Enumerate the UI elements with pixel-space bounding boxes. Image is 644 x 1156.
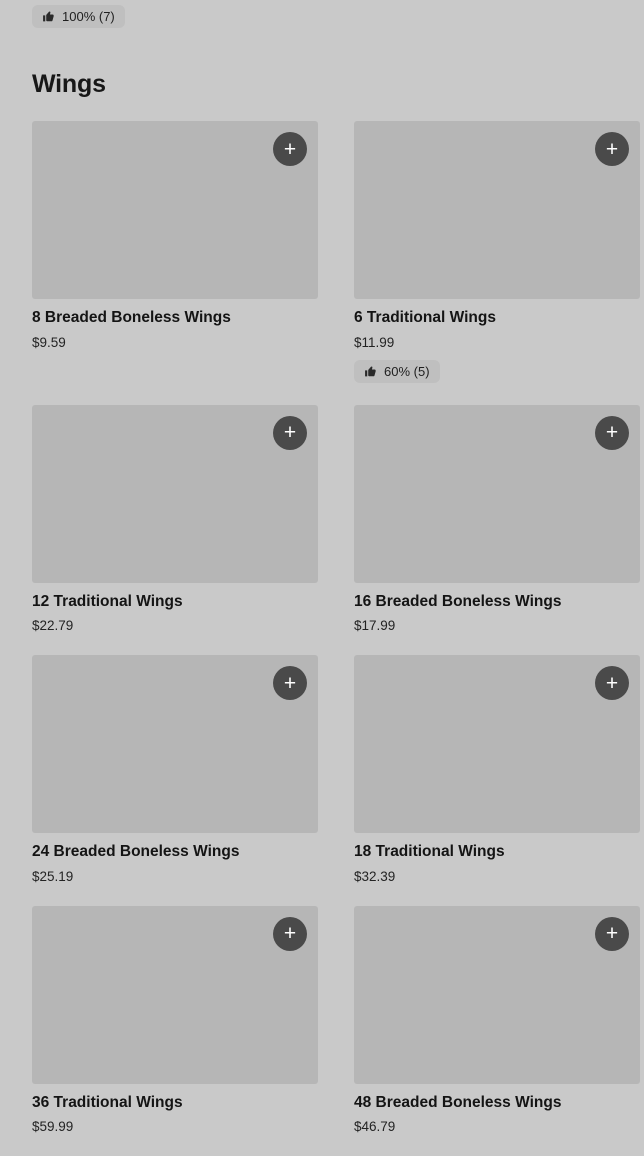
menu-item-card[interactable] [32, 405, 318, 634]
menu-item-name: 18 Traditional Wings [354, 843, 505, 861]
add-to-cart-button[interactable]: + [595, 917, 629, 951]
menu-item-price: $59.99 [32, 1119, 74, 1135]
rating-badge [354, 360, 440, 383]
menu-item-card[interactable] [32, 906, 318, 1135]
menu-item-name: 48 Breaded Boneless Wings [354, 1093, 562, 1111]
menu-item-card[interactable] [354, 906, 640, 1135]
previous-item-rating [32, 0, 612, 32]
menu-item-price: $32.39 [354, 868, 396, 884]
menu-item-card[interactable] [354, 121, 640, 383]
menu-item-grid [32, 121, 619, 1156]
rating-text: 100% (7) [62, 8, 115, 24]
menu-item-card[interactable] [32, 655, 318, 884]
menu-item-name: 16 Breaded Boneless Wings [354, 592, 562, 610]
add-to-cart-button[interactable]: + [273, 416, 307, 450]
menu-item-image[interactable] [32, 121, 318, 299]
menu-item-name: 24 Breaded Boneless Wings [32, 843, 240, 861]
menu-item-name: 6 Traditional Wings [354, 309, 496, 326]
add-to-cart-button[interactable]: + [273, 666, 307, 700]
menu-item-price: $9.59 [32, 334, 66, 350]
menu-item-name: 8 Breaded Boneless Wings [32, 309, 231, 326]
menu-item-price: $17.99 [354, 618, 396, 634]
menu-item-image[interactable] [32, 906, 318, 1084]
menu-item-image[interactable] [32, 405, 318, 583]
menu-item-image[interactable] [354, 906, 640, 1084]
rating-badge [32, 5, 125, 28]
add-to-cart-button[interactable]: + [273, 132, 307, 166]
menu-item-card[interactable] [354, 405, 640, 634]
thumbs-up-icon [42, 10, 55, 23]
page-title: Wings [32, 70, 106, 98]
menu-item-price: $22.79 [32, 618, 74, 634]
thumbs-up-icon [364, 365, 377, 378]
menu-item-image[interactable] [354, 655, 640, 833]
menu-item-image[interactable] [354, 405, 640, 583]
menu-item-price: $11.99 [354, 334, 395, 350]
menu-item-card[interactable] [32, 121, 318, 383]
menu-item-price: $46.79 [354, 1119, 396, 1135]
menu-item-image[interactable] [354, 121, 640, 299]
menu-item-name: 36 Traditional Wings [32, 1093, 183, 1111]
add-to-cart-button[interactable]: + [273, 917, 307, 951]
add-to-cart-button[interactable]: + [595, 416, 629, 450]
menu-item-card[interactable] [354, 655, 640, 884]
add-to-cart-button[interactable]: + [595, 132, 629, 166]
menu-item-name: 12 Traditional Wings [32, 592, 183, 610]
menu-item-price: $25.19 [32, 868, 74, 884]
menu-item-image[interactable] [32, 655, 318, 833]
menu-item-rating [354, 360, 640, 383]
rating-text: 60% (5) [384, 363, 430, 379]
add-to-cart-button[interactable]: + [595, 666, 629, 700]
